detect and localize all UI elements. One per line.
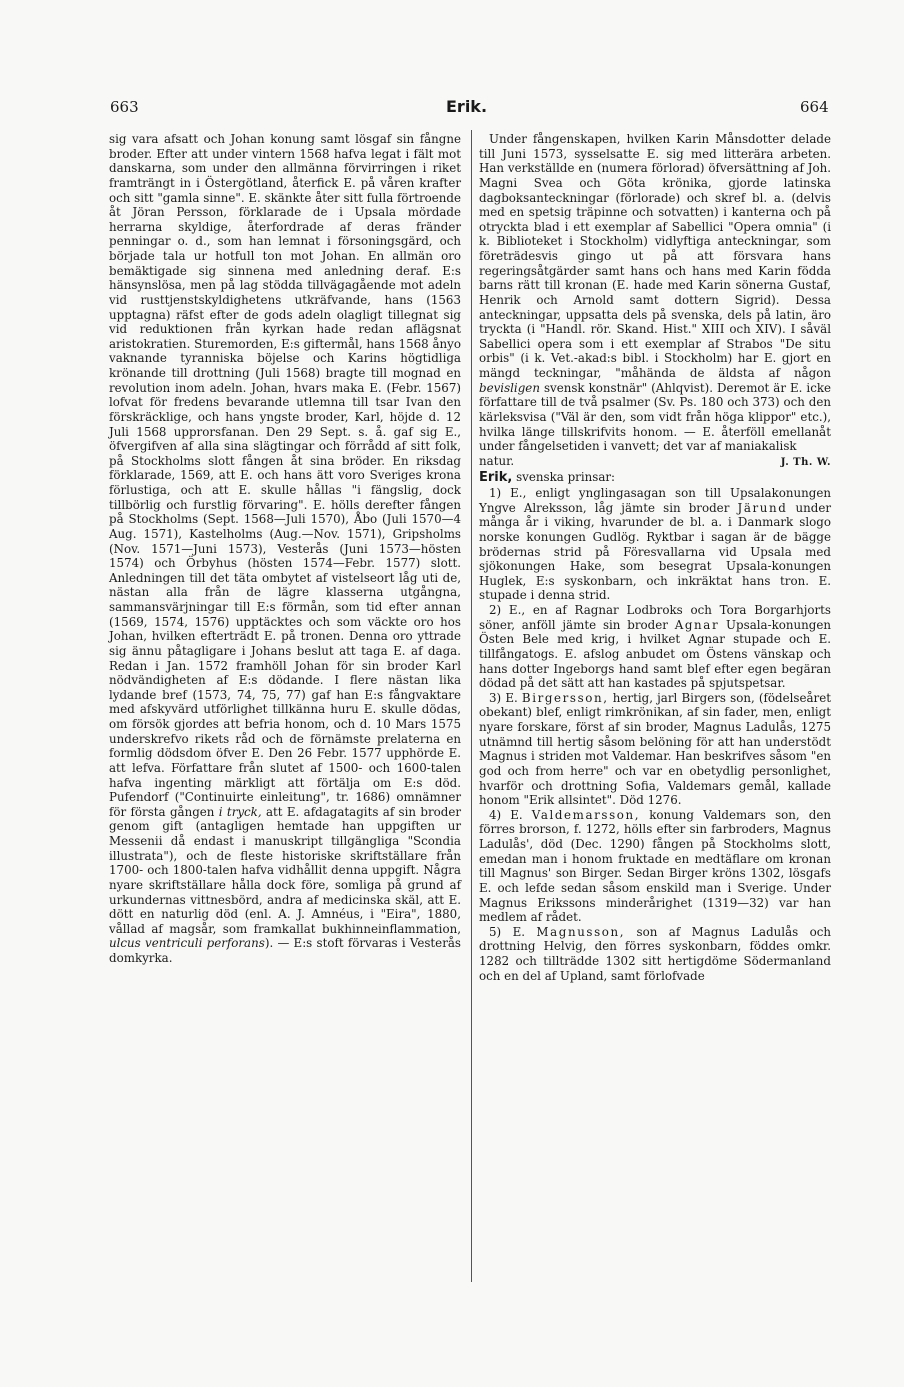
entry-lead: 2) E., en af Ragnar Lodbroks och Tora Borgarhjorts söner, anföll jämte sin broder bbox=[479, 603, 831, 632]
running-title: Erik. bbox=[446, 97, 488, 116]
entry-rest: son af Magnus Ladulås och drottning Helvig, den förres syskonbarn, föddes omkr. 1282 och tillträdde 1302 sitt hertigdöme Södermanland och en del af Upland, samt förlofvade bbox=[479, 924, 832, 983]
entry-3 bbox=[479, 691, 831, 808]
entry-lead: 3) E. bbox=[489, 690, 518, 705]
entry-spaced-name: Magnusson, bbox=[536, 924, 626, 939]
left-column bbox=[109, 132, 461, 966]
right-paragraph-captivity bbox=[479, 132, 831, 454]
right-column bbox=[479, 132, 831, 983]
left-italic-2: ulcus ventriculi perforans bbox=[109, 936, 265, 951]
left-text-3: ). — E:s stoft förvaras i Vesterås domkyrka. bbox=[109, 936, 461, 965]
entry-spaced-name: Järund bbox=[737, 500, 788, 515]
page-number-left: 663 bbox=[110, 98, 139, 116]
entry-rest: under många år i viking, hvarunder de bl. a. i Danmark slogo norske konungen Gudlög. Ryktbar i sagan är de bägge brödernas strid på Föresvallarna vid Upsala med sjökonungen Hake, som besegrat Upsala-konungen Huglek, E:s syskonbarn, och inkräktat hans tron. E. stupade i denna strid. bbox=[479, 500, 832, 603]
entry-2 bbox=[479, 603, 831, 691]
entry-lead: 5) E. bbox=[489, 924, 525, 939]
entry-rest: konung Valdemars son, den förres brorson, f. 1272, hölls efter sin farbroders, Magnus Ladulås', död (Dec. 1290) fången på Stockholms slott, emedan man i honom fruktade en medtäflare om kronan till Magnus' son Birger. Sedan Birger kröns 1302, lösgafs E. och lefde sedan såsom enskild man i Sverige. Under Magnus Erikssons minderårighet (1319—32) var han medlem af rådet. bbox=[479, 807, 832, 925]
entry-lead: 4) E. bbox=[489, 807, 523, 822]
entry-rest: hertig, jarl Birgers son, (födelseåret obekant) blef, enligt rimkrönikan, af sin fader, men, enligt nyare forskare, först af sin broder, Magnus Ladulås, 1275 utnämnd till hertig såsom belöning för att han understödt Magnus i striden mot Valdemar. Han beskrifves såsom "en god och from herre" och var en obetydlig personlighet, hvarför och drottning Sofia, Valdemars gemål, kallade honom "Erik allsintet". Död 1276. bbox=[479, 690, 831, 808]
left-italic-1: i tryck, bbox=[218, 804, 262, 819]
right-text-2: svensk konstnär" (Ahlqvist). Deremot är E. icke författare till de två psalmer (Sv. Ps. 180 och 373) och den kärleksvisa ("Väl är den, som vidt från höga klippor" etc.), hvilka länge tillskrifvits honom. — E. återföll emellanåt under fångelsetiden i vanvett; det var af maniakalisk bbox=[479, 380, 832, 454]
headword-line bbox=[479, 470, 831, 486]
headword: Erik, bbox=[479, 470, 513, 486]
entry-spaced-name: Agnar bbox=[674, 617, 720, 632]
column-divider bbox=[471, 130, 472, 1282]
entry-lead: 1) E., enligt ynglingasagan son till Upsalakonungen Yngve Alreksson, låg jämte sin broder bbox=[479, 486, 831, 515]
headword-rest: svenska prinsar: bbox=[516, 470, 616, 485]
left-text-2: att E. afdagatagits af sin broder genom gift (antagligen hemtade han uppgiften ur Messenii då endast i manuskript tillgängliga "Scondia illustrata"), och de fleste historiske skriftställare från 1700- och 1800-talen hafva vidhållit denna uppgift. Några nyare skriftställare hålla dock före, somliga på grund af urkundernas vittnesbörd, andra af medicinska skäl, att E. dött en naturlig död (enl. A. J. Amnéus, i "Eira", 1880, vållad af magsår, som framkallat bukhinneinflammation, bbox=[109, 804, 462, 936]
entry-rest: Upsala-konungen Östen Bele med krig, i hvilket Agnar stupade och E. tillfångatogs. E. afslog anbudet om Östens vänskap och hans dotter Ingeborgs hand samt blef efter egen begäran dödad på det sätt att han kastades på spjutspetsar. bbox=[479, 617, 832, 691]
page-header bbox=[0, 98, 904, 122]
entry-5 bbox=[479, 925, 831, 984]
page-number-right: 664 bbox=[800, 98, 829, 116]
left-paragraph bbox=[109, 132, 461, 966]
signature-line bbox=[479, 454, 831, 471]
entry-spaced-name: Valdemarsson, bbox=[531, 807, 641, 822]
entry-1 bbox=[479, 486, 831, 603]
right-text-1: Under fångenskapen, hvilken Karin Månsdotter delade till Juni 1573, sysselsatte E. sig med litterära arbeten. Han verkställde en (numera förlorad) öfversättning af Joh. Magni Svea och Göta krönika, gjorde latinska dagboksanteckningar (förlorade) och skref bl. a. (delvis med en spetsig träpinne och sotvatten) i kanterna och på otryckta blad i ett exemplar af Sabellici "Opera omnia" (i k. Biblioteket i Stockholm) vidlyftiga anteckningar, som företrädesvis gingo ut på att försvara hans regeringsåtgärder samt hans och hans med Karin födda barns rätt till kronan (E. hade med Karin sönerna Gustaf, Henrik och Arnold samt dottern Sigrid). Dessa anteckningar, uppsatta dels på svenska, dels på latin, äro tryckta (i "Handl. rör. Skand. Hist." XIII och XIV). I såväl Sabellici opera som i ett exemplar af Strabos "De situ orbis" (i k. Vet.-akad:s bibl. i Stockholm) har E. gjort en mängd teckningar, "måhända de äldsta af någon bbox=[479, 132, 831, 380]
entry-4 bbox=[479, 808, 831, 925]
last-word: natur. bbox=[479, 453, 515, 468]
author-signature: J. Th. W. bbox=[780, 456, 831, 468]
right-italic-1: bevisligen bbox=[479, 380, 540, 395]
left-text-1: sig vara afsatt och Johan konung samt lösgaf sin fångne broder. Efter att under vintern 1568 hafva legat i fält mot danskarna, som under den allmänna förvirringen i riket framträngt in i Östergötland, återfick E. på våren krafter och sitt "gamla sinne". E. skänkte åter sitt fulla förtroende åt Jöran Persson, förklarade de i Upsala mördade herrarna skyldige, återfordrade af deras fränder penningar o. d., som han lemnat i försoningsgärd, och började tala ur hotfull ton mot Johan. En allmän oro bemäktigade sig sinnena med anledning deraf. E:s hänsynslösa, men på lag stödda tillvägagående mot adeln vid rusttjenstskyldighetens utkräfvande, hans (1563 upptagna) räfst efter de gods adeln olagligt tillegnat sig vid reduktionen från kyrkan hade redan aflägsnat aristokratien. Sturemorden, E:s giftermål, hans 1568 ånyo vaknande tyranniska böjelse och Karins högtidliga krönande till drottning (Juli 1568) bragte till mognad en revolution inom adeln. Johan, hvars maka E. (Febr. 1567) lofvat för fredens bevarande utlemna till tsar Ivan den förskräcklige, och hans yngste broder, Karl, höjde d. 12 Juli 1568 upprorsfanan. Den 29 Sept. s. å. gaf sig E., öfvergifven af alla sina slägtingar och förrådd af sitt folk, på Stockholms slott fången åt sina bröder. En riksdag förklarade, 1569, att E. och hans ätt voro Sveriges krona förlustiga, och att E. skulle hållas "i fängslig, dock tillbörlig och furstlig förvaring". E. hölls derefter fången på Stockholms (Sept. 1568—Juli 1570), Åbo (Juli 1570—4 Aug. 1571), Kastelholms (Aug.—Nov. 1571), Gripsholms (Nov. 1571—Juni 1573), Vesterås (Juni 1573—hösten 1574) och Örbyhus (hösten 1574—Febr. 1577) slott. Anledningen till det täta ombytet af vistelseort låg uti de, nästan alla från de lägre klasserna utgångna, sammansvärjningar till E:s förmån, som tid efter annan (1569, 1574, 1576) upptäcktes och som väckte oro hos Johan, hvilken efterträdt E. på tronen. Denna oro yttrade sig ännu påtagligare i Johans beslut att taga E. af daga. Redan i Jan. 1572 framhöll Johan för sin broder Karl nödvändigheten af E:s dödande. I flere nästan lika lydande bref (1573, 74, 75, 77) gaf han E:s fångvaktare med afskyvärd utförlighet tillkänna huru E. skulle dödas, om försök gjordes att befria honom, och d. 10 Mars 1575 underskrefvo rikets råd och de förnämste prelaterna en formlig dödsdom öfver E. Den 26 Febr. 1577 upphörde E. att lefva. Författare från slutet af 1500- och 1600-talen hafva ingenting märkligt att förtälja om E:s död. Pufendorf ("Continuirte einleitung", tr. 1686) omnämner för första gången bbox=[109, 132, 461, 819]
entry-spaced-name: Birgersson, bbox=[521, 690, 609, 705]
